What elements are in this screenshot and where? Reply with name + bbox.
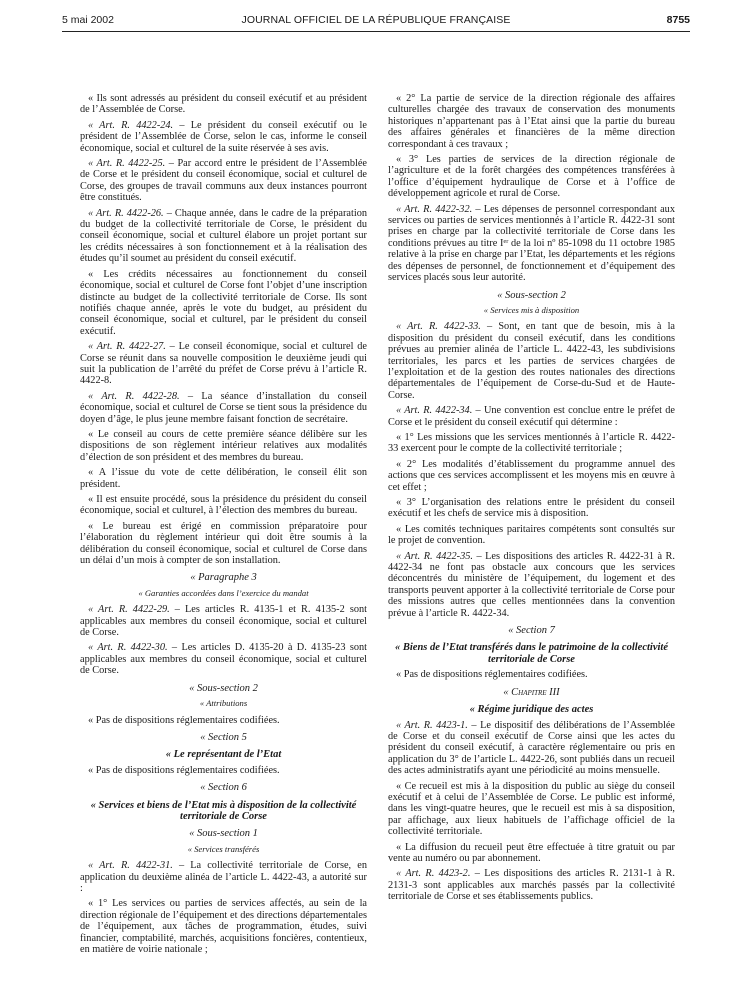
section-heading: « Sous-section 1 bbox=[189, 828, 258, 840]
paragraph-text: – Les dépenses de personnel correspondant aux services ou parties de services mentionnés à l’article R. 4422-31 sont prises en charge par la collectivité territoriale de Corse dans les conditions prévues au titre Iᵉʳ de la loi nº 85-1098 du 11 octobre 1985 relative à la prise en charge par l’Etat, les départements et les régions des dépenses de personnel, de fonctionnement et d’équipement des services placés sous leur autorité. bbox=[388, 203, 675, 284]
journal-title: JOURNAL OFFICIEL DE LA RÉPUBLIQUE FRANÇAISE bbox=[241, 14, 511, 26]
paragraph bbox=[388, 497, 675, 520]
right-column bbox=[388, 93, 675, 907]
paragraph bbox=[80, 521, 367, 567]
paragraph-text: – Une convention est conclue entre le préfet de Corse et le président du conseil exécutif qui détermine : bbox=[388, 405, 675, 428]
paragraph bbox=[388, 669, 675, 680]
paragraph-text: « Le bureau est érigé en commission préparatoire pour l’élaboration du règlement intérieur qui doit être soumis à la délibération du conseil économique, social et culturel de Corse dans un délai d’un mois à compter de son installation. bbox=[80, 520, 367, 567]
paragraph-text: – Sont, en tant que de besoin, mis à la disposition du président du conseil exécutif, dans les conditions prévues au premier alinéa de l’article L. 4422-43, les subdivisions territoriales, les parcs et les parties de services chargées de l’exploitation et de la gestion des routes nationales des directions départementales de l’équipement de Corse-du-Sud et de Haute-Corse. bbox=[388, 321, 675, 401]
paragraph bbox=[388, 459, 675, 493]
paragraph-text: « Les crédits nécessaires au fonctionnement du conseil économique, social et culturel de Corse font l’objet d’une inscription distincte au budget de la collectivité territoriale de Corse. Ils sont notifiés chaque année, après le vote du budget, au président du conseil économique, social et culturel, par le président du conseil exécutif. bbox=[80, 268, 367, 337]
section-subheading: « Garanties accordées dans l’exercice du mandat bbox=[138, 587, 309, 598]
article-reference: « Art. R. 4422-24. bbox=[88, 119, 174, 131]
paragraph-text: « Les comités techniques paritaires compétents sont consultés sur le projet de convention. bbox=[388, 523, 675, 547]
paragraph-text: – Le dispositif des délibérations de l’Assemblée de Corse et du conseil exécutif de Corse ainsi que les actes du président du conseil exécutif, à caractère réglementaire ou pris en application du 3° de l’article L. 4422-26, sont publiés dans un recueil des actes administratifs ayant une périodicité au moins mensuelle. bbox=[388, 719, 675, 777]
paragraph-text: « Ce recueil est mis à la disposition du public au siège du conseil exécutif et à celui de l’Assemblée de Corse. Le public est informé, dans les vingt-quatre heures, que le recueil est mis à sa disposition, par affichage, aux lieux habituels de l’affichage officiel de la collectivité territoriale. bbox=[388, 780, 675, 838]
paragraph bbox=[388, 93, 675, 150]
page-number: 8755 bbox=[666, 14, 690, 26]
article-reference: « Art. R. 4422-29. bbox=[88, 604, 170, 616]
article-reference: « Art. R. 4422-33. bbox=[396, 321, 481, 333]
paragraph-text: « 1° Les services ou parties de services affectés, au sein de la direction régionale de l’équipement et des directions départementales de l’équipement, aux tâches de programmation, études, suivi financier, comptabilité, marchés, acquisitions foncières, contentieux, en matière de voirie nationale ; bbox=[80, 898, 367, 955]
paragraph bbox=[80, 467, 367, 490]
article-reference: « Art. R. 4422-30. bbox=[88, 642, 168, 654]
paragraph bbox=[80, 391, 367, 425]
section-heading: « Section 6 bbox=[200, 782, 247, 794]
paragraph-text: « 3° L’organisation des relations entre le président du conseil exécutif et les chefs de service mis à disposition. bbox=[388, 497, 675, 520]
paragraph-text: « Il est ensuite procédé, sous la présidence du président du conseil économique, social et culturel, à l’élection des membres du bureau. bbox=[80, 494, 367, 517]
paragraph-text: « Ils sont adressés au président du conseil exécutif et au président de l’Assemblée de Corse. bbox=[80, 93, 367, 116]
paragraph-text: – Le conseil économique, social et culturel de Corse se réunit dans sa nouvelle composition le deuxième jeudi qui suit la publication de l’arrêté du préfet de Corse prévu à l’article R. 4422-8. bbox=[80, 341, 367, 387]
paragraph-text: « La diffusion du recueil peut être effectuée à titre gratuit ou par vente au numéro ou par abonnement. bbox=[388, 841, 675, 864]
section-subheading: « Services mis à disposition bbox=[483, 304, 580, 315]
paragraph bbox=[80, 860, 367, 894]
section-heading: « Le représentant de l’Etat bbox=[165, 749, 282, 761]
section-heading: « Sous-section 2 bbox=[189, 682, 258, 694]
paragraph-text: – Les articles R. 4135-1 et R. 4135-2 sont applicables aux membres du conseil économique, social et culturel de Corse. bbox=[80, 604, 367, 639]
section-heading: « Section 7 bbox=[508, 625, 555, 637]
section-heading: « Chapitre III bbox=[503, 686, 560, 698]
paragraph bbox=[388, 842, 675, 865]
section-subheading: « Attributions bbox=[199, 698, 248, 709]
section-heading: « Services et biens de l’Etat mis à disposition de la collectivité territoriale de Corse bbox=[90, 799, 357, 822]
paragraph bbox=[80, 158, 367, 204]
paragraph bbox=[80, 715, 367, 726]
paragraph-text: – La séance d’installation du conseil économique, social et culturel de Corse se tient sous la présidence du doyen d’âge, le plus jeune membre faisant fonction de secrétaire. bbox=[80, 390, 367, 425]
paragraph-text: – Les dispositions des articles R. 2131-1 à R. 2131-3 sont applicables aux marchés passés par la collectivité territoriale de Corse et ses établissements publics. bbox=[388, 868, 675, 903]
section-heading: « Sous-section 2 bbox=[497, 289, 566, 301]
paragraph bbox=[80, 604, 367, 638]
paragraph-text: – Chaque année, dans le cadre de la préparation du budget de la collectivité territoriale de Corse, le président du conseil économique, social et culturel élabore un projet portant sur les crédits nécessaires à son fonctionnement et à la réalisation des études qu’il soumet au président du conseil exécutif. bbox=[80, 207, 367, 265]
paragraph bbox=[80, 765, 367, 776]
paragraph-text: – Les articles D. 4135-20 à D. 4135-23 sont applicables aux membres du conseil économique, social et culturel de Corse. bbox=[80, 642, 367, 677]
paragraph-text: – Par accord entre le président de l’Assemblée de Corse et le président du conseil économique, social et culturel de Corse, des groupes de travail communs aux deux instances pourront être constitués. bbox=[80, 158, 367, 204]
paragraph bbox=[80, 642, 367, 676]
paragraph-text: « Pas de dispositions réglementaires codifiées. bbox=[88, 714, 280, 726]
paragraph-text: – Le président du conseil exécutif ou le président de l’Assemblée de Corse, selon le cas, informe le conseil économique, social et culturel de la suite réservée à ses avis. bbox=[80, 119, 367, 154]
article-reference: « Art. R. 4422-25. bbox=[88, 158, 166, 170]
section-heading: « Section 5 bbox=[200, 731, 247, 743]
section-heading: « Régime juridique des actes bbox=[469, 704, 594, 716]
paragraph bbox=[80, 208, 367, 265]
paragraph-text: – Les dispositions des articles R. 4422-31 à R. 4422-34 ne font pas obstacle aux concours que les services déconcentrés du ministère de l’équipement, du logement et des transports peuvent apporter à la collectivité territoriale de Corse pour des missions autres que celles mentionnées dans la convention prévue à l’article R. 4422-34. bbox=[388, 550, 675, 619]
page-header bbox=[62, 14, 690, 32]
section-subheading: « Services transférés bbox=[187, 843, 260, 854]
article-reference: « Art. R. 4422-27. bbox=[88, 341, 166, 353]
paragraph-text: « 1° Les missions que les services mentionnés à l’article R. 4422-33 exercent pour le compte de la collectivité territoriale ; bbox=[388, 431, 675, 455]
article-reference: « Art. R. 4422-26. bbox=[88, 207, 164, 219]
paragraph bbox=[388, 204, 675, 284]
paragraph bbox=[388, 432, 675, 455]
section-heading: « Biens de l’Etat transférés dans le patrimoine de la collectivité territoriale de Corse bbox=[395, 642, 668, 665]
paragraph-text: « 2° La partie de service de la direction régionale des affaires culturelles chargée des travaux de conservation des monuments historiques n’appartenant pas à l’Etat ainsi que la partie du bureau des affaires générales et financières de la même direction correspondant à ces travaux ; bbox=[388, 93, 675, 150]
paragraph bbox=[80, 898, 367, 955]
article-reference: « Art. R. 4423-2. bbox=[396, 868, 471, 880]
paragraph bbox=[388, 868, 675, 902]
paragraph bbox=[388, 551, 675, 619]
article-reference: « Art. R. 4422-31. bbox=[88, 860, 173, 872]
paragraph bbox=[80, 429, 367, 463]
paragraph-text: « Pas de dispositions réglementaires codifiées. bbox=[88, 764, 280, 776]
paragraph bbox=[388, 524, 675, 547]
paragraph bbox=[388, 321, 675, 401]
paragraph bbox=[388, 154, 675, 200]
paragraph bbox=[80, 341, 367, 387]
article-reference: « Art. R. 4422-32. bbox=[396, 203, 473, 215]
paragraph bbox=[80, 93, 367, 116]
paragraph bbox=[388, 720, 675, 777]
header-rule bbox=[62, 31, 690, 32]
paragraph-text: « Pas de dispositions réglementaires codifiées. bbox=[396, 669, 588, 681]
article-reference: « Art. R. 4423-1. bbox=[396, 719, 468, 731]
paragraph bbox=[80, 269, 367, 337]
left-column bbox=[80, 93, 367, 959]
section-heading: « Paragraphe 3 bbox=[190, 572, 257, 584]
paragraph bbox=[388, 781, 675, 838]
article-reference: « Art. R. 4422-28. bbox=[88, 390, 180, 402]
paragraph-text: « A l’issue du vote de cette délibération, le conseil élit son président. bbox=[80, 467, 367, 490]
article-reference: « Art. R. 4422-34. bbox=[396, 405, 473, 417]
paragraph-text: « 2° Les modalités d’établissement du programme annuel des actions que ces services accomplissent et les moyens mis en œuvre à cet effet ; bbox=[388, 458, 675, 493]
paragraph bbox=[80, 494, 367, 517]
paragraph bbox=[388, 405, 675, 428]
article-reference: « Art. R. 4422-35. bbox=[396, 550, 473, 562]
paragraph bbox=[80, 120, 367, 154]
publication-date: 5 mai 2002 bbox=[62, 14, 114, 26]
paragraph-text: « 3° Les parties de services de la direction régionale de l’agriculture et de la forêt chargées des compétences transférées à l’office d’équipement hydraulique de Corse et à l’office de développement agricole et rural de Corse. bbox=[388, 154, 675, 200]
paragraph-text: « Le conseil au cours de cette première séance délibère sur les dispositions de son règlement intérieur relatives aux modalités d’élection de son président et des membres du bureau. bbox=[80, 428, 367, 463]
paragraph-text: – La collectivité territoriale de Corse, en application du deuxième alinéa de l’article L. 4422-43, a autorité sur : bbox=[80, 860, 367, 894]
